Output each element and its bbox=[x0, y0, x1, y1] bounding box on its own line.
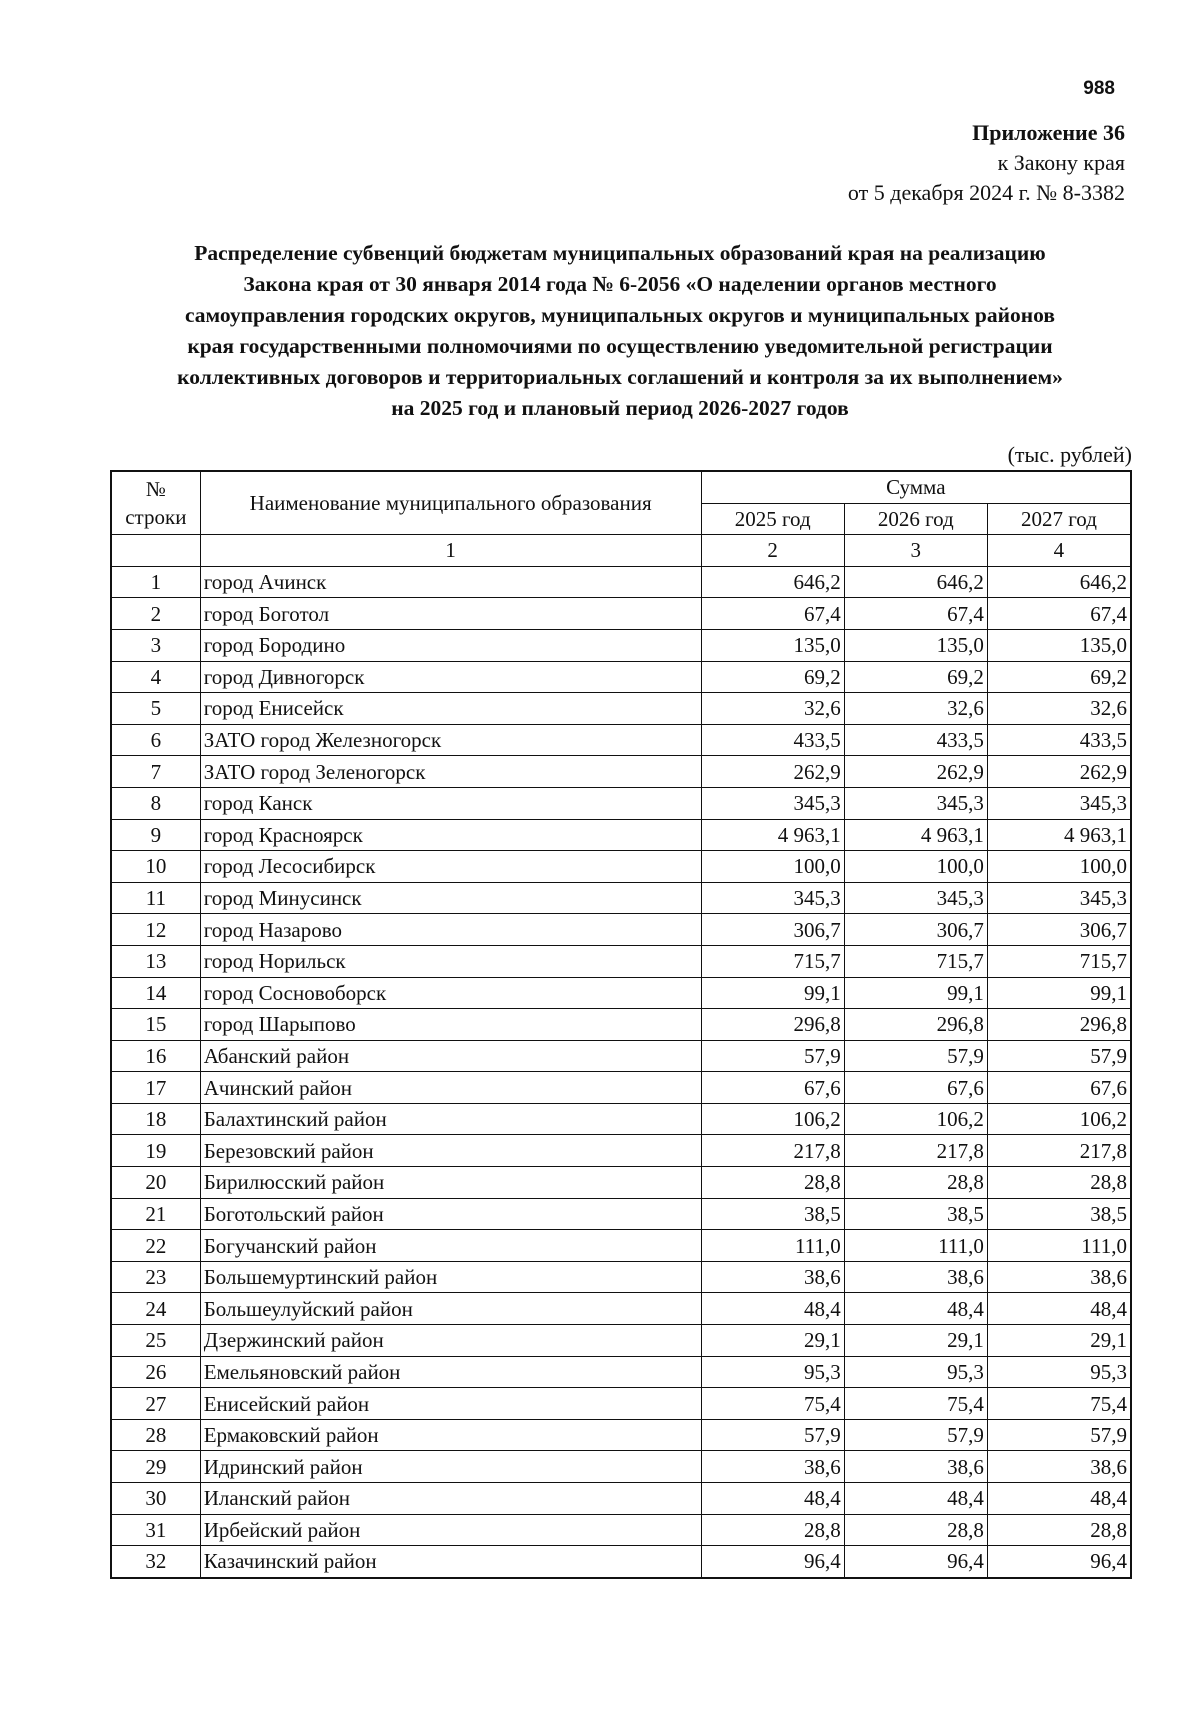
value-2026: 48,4 bbox=[844, 1293, 987, 1325]
row-number: 6 bbox=[111, 724, 200, 756]
table-row bbox=[111, 1230, 1131, 1262]
value-2025: 38,6 bbox=[701, 1451, 844, 1483]
table-row bbox=[111, 566, 1131, 598]
value-2027: 29,1 bbox=[987, 1325, 1131, 1357]
value-2027: 106,2 bbox=[987, 1103, 1131, 1135]
value-2027: 38,6 bbox=[987, 1261, 1131, 1293]
row-number: 31 bbox=[111, 1514, 200, 1546]
appendix-date: от 5 декабря 2024 г. № 8-3382 bbox=[847, 180, 1125, 205]
table-row bbox=[111, 1451, 1131, 1483]
table-row bbox=[111, 1103, 1131, 1135]
value-2025: 96,4 bbox=[701, 1546, 844, 1578]
table-row bbox=[111, 661, 1131, 693]
value-2025: 715,7 bbox=[701, 945, 844, 977]
value-2026: 38,6 bbox=[844, 1261, 987, 1293]
value-2026: 69,2 bbox=[844, 661, 987, 693]
table-row bbox=[111, 1546, 1131, 1578]
table-row bbox=[111, 1261, 1131, 1293]
title-line: самоуправления городских округов, муниципальных округов и муниципальных районов bbox=[185, 303, 1055, 327]
value-2027: 296,8 bbox=[987, 1009, 1131, 1041]
table-row bbox=[111, 819, 1131, 851]
municipality-name: Боготольский район bbox=[200, 1198, 701, 1230]
value-2025: 57,9 bbox=[701, 1040, 844, 1072]
appendix-title: Приложение 36 bbox=[972, 120, 1125, 145]
table-row bbox=[111, 851, 1131, 883]
value-2025: 433,5 bbox=[701, 724, 844, 756]
header-sum: Сумма bbox=[701, 471, 1131, 503]
municipality-name: Большемуртинский район bbox=[200, 1261, 701, 1293]
value-2027: 646,2 bbox=[987, 566, 1131, 598]
table-row bbox=[111, 1325, 1131, 1357]
value-2027: 48,4 bbox=[987, 1293, 1131, 1325]
value-2026: 67,4 bbox=[844, 598, 987, 630]
appendix-block bbox=[848, 118, 1125, 208]
table-body bbox=[111, 566, 1131, 1578]
municipality-name: Березовский район bbox=[200, 1135, 701, 1167]
value-2025: 48,4 bbox=[701, 1483, 844, 1515]
value-2025: 306,7 bbox=[701, 914, 844, 946]
value-2027: 111,0 bbox=[987, 1230, 1131, 1262]
value-2025: 28,8 bbox=[701, 1167, 844, 1199]
value-2026: 95,3 bbox=[844, 1356, 987, 1388]
table-row bbox=[111, 1388, 1131, 1420]
table-row bbox=[111, 1514, 1131, 1546]
row-number: 1 bbox=[111, 566, 200, 598]
value-2027: 96,4 bbox=[987, 1546, 1131, 1578]
value-2026: 29,1 bbox=[844, 1325, 987, 1357]
value-2025: 32,6 bbox=[701, 693, 844, 725]
municipality-name: Енисейский район bbox=[200, 1388, 701, 1420]
municipality-name: город Канск bbox=[200, 787, 701, 819]
value-2026: 32,6 bbox=[844, 693, 987, 725]
value-2026: 100,0 bbox=[844, 851, 987, 883]
table-row bbox=[111, 1483, 1131, 1515]
row-number: 32 bbox=[111, 1546, 200, 1578]
value-2027: 57,9 bbox=[987, 1040, 1131, 1072]
municipality-name: город Дивногорск bbox=[200, 661, 701, 693]
row-number: 22 bbox=[111, 1230, 200, 1262]
value-2027: 48,4 bbox=[987, 1483, 1131, 1515]
value-2025: 262,9 bbox=[701, 756, 844, 788]
value-2025: 296,8 bbox=[701, 1009, 844, 1041]
table-row bbox=[111, 598, 1131, 630]
value-2026: 646,2 bbox=[844, 566, 987, 598]
value-2025: 106,2 bbox=[701, 1103, 844, 1135]
row-number: 9 bbox=[111, 819, 200, 851]
value-2026: 345,3 bbox=[844, 882, 987, 914]
value-2025: 75,4 bbox=[701, 1388, 844, 1420]
municipality-name: город Минусинск bbox=[200, 882, 701, 914]
value-2027: 28,8 bbox=[987, 1514, 1131, 1546]
row-number: 18 bbox=[111, 1103, 200, 1135]
municipality-name: Абанский район bbox=[200, 1040, 701, 1072]
municipality-name: город Норильск bbox=[200, 945, 701, 977]
row-number: 28 bbox=[111, 1419, 200, 1451]
row-number: 15 bbox=[111, 1009, 200, 1041]
municipality-name: город Лесосибирск bbox=[200, 851, 701, 883]
municipality-name: город Енисейск bbox=[200, 693, 701, 725]
value-2025: 69,2 bbox=[701, 661, 844, 693]
value-2026: 262,9 bbox=[844, 756, 987, 788]
value-2026: 217,8 bbox=[844, 1135, 987, 1167]
row-number: 19 bbox=[111, 1135, 200, 1167]
row-number: 25 bbox=[111, 1325, 200, 1357]
row-number: 27 bbox=[111, 1388, 200, 1420]
value-2027: 217,8 bbox=[987, 1135, 1131, 1167]
document-title bbox=[100, 238, 1140, 424]
row-number: 20 bbox=[111, 1167, 200, 1199]
table-row bbox=[111, 1009, 1131, 1041]
value-2026: 106,2 bbox=[844, 1103, 987, 1135]
table-row bbox=[111, 1040, 1131, 1072]
value-2026: 57,9 bbox=[844, 1040, 987, 1072]
municipality-name: город Боготол bbox=[200, 598, 701, 630]
municipality-name: Ачинский район bbox=[200, 1072, 701, 1104]
value-2026: 67,6 bbox=[844, 1072, 987, 1104]
value-2027: 433,5 bbox=[987, 724, 1131, 756]
table-row bbox=[111, 945, 1131, 977]
value-2025: 99,1 bbox=[701, 977, 844, 1009]
municipality-name: ЗАТО город Железногорск bbox=[200, 724, 701, 756]
value-2027: 262,9 bbox=[987, 756, 1131, 788]
value-2025: 57,9 bbox=[701, 1419, 844, 1451]
value-2026: 345,3 bbox=[844, 787, 987, 819]
municipality-name: город Ачинск bbox=[200, 566, 701, 598]
value-2027: 135,0 bbox=[987, 629, 1131, 661]
value-2026: 433,5 bbox=[844, 724, 987, 756]
value-2027: 100,0 bbox=[987, 851, 1131, 883]
value-2025: 111,0 bbox=[701, 1230, 844, 1262]
value-2026: 28,8 bbox=[844, 1167, 987, 1199]
value-2027: 99,1 bbox=[987, 977, 1131, 1009]
table-row bbox=[111, 1419, 1131, 1451]
value-2026: 28,8 bbox=[844, 1514, 987, 1546]
title-line: Распределение субвенций бюджетам муниципальных образований края на реализацию bbox=[194, 241, 1046, 265]
row-number: 30 bbox=[111, 1483, 200, 1515]
value-2027: 69,2 bbox=[987, 661, 1131, 693]
municipality-name: город Назарово bbox=[200, 914, 701, 946]
title-line: коллективных договоров и территориальных соглашений и контроля за их выполнением» bbox=[177, 365, 1063, 389]
value-2025: 38,5 bbox=[701, 1198, 844, 1230]
row-number: 3 bbox=[111, 629, 200, 661]
table-row bbox=[111, 756, 1131, 788]
value-2026: 48,4 bbox=[844, 1483, 987, 1515]
municipality-name: Большеулуйский район bbox=[200, 1293, 701, 1325]
value-2026: 135,0 bbox=[844, 629, 987, 661]
table-row bbox=[111, 882, 1131, 914]
value-2027: 95,3 bbox=[987, 1356, 1131, 1388]
value-2027: 345,3 bbox=[987, 882, 1131, 914]
index-cell: 3 bbox=[844, 535, 987, 567]
row-number: 4 bbox=[111, 661, 200, 693]
value-2026: 715,7 bbox=[844, 945, 987, 977]
row-number: 10 bbox=[111, 851, 200, 883]
index-cell: 1 bbox=[200, 535, 701, 567]
table-row bbox=[111, 1198, 1131, 1230]
row-number: 26 bbox=[111, 1356, 200, 1388]
municipality-name: Ермаковский район bbox=[200, 1419, 701, 1451]
value-2027: 715,7 bbox=[987, 945, 1131, 977]
header-year-2026: 2026 год bbox=[844, 503, 987, 535]
appendix-law-ref: к Закону края bbox=[997, 150, 1125, 175]
value-2027: 67,4 bbox=[987, 598, 1131, 630]
value-2026: 57,9 bbox=[844, 1419, 987, 1451]
row-number: 14 bbox=[111, 977, 200, 1009]
value-2025: 67,6 bbox=[701, 1072, 844, 1104]
index-cell-empty bbox=[111, 535, 200, 567]
value-2027: 345,3 bbox=[987, 787, 1131, 819]
units-label: (тыс. рублей) bbox=[1007, 442, 1132, 467]
value-2026: 99,1 bbox=[844, 977, 987, 1009]
municipality-name: Ирбейский район bbox=[200, 1514, 701, 1546]
value-2025: 48,4 bbox=[701, 1293, 844, 1325]
value-2027: 4 963,1 bbox=[987, 819, 1131, 851]
row-number: 7 bbox=[111, 756, 200, 788]
municipality-name: Бирилюсский район bbox=[200, 1167, 701, 1199]
value-2026: 75,4 bbox=[844, 1388, 987, 1420]
value-2025: 4 963,1 bbox=[701, 819, 844, 851]
value-2025: 345,3 bbox=[701, 882, 844, 914]
table-row bbox=[111, 977, 1131, 1009]
table-row bbox=[111, 914, 1131, 946]
municipality-name: Иланский район bbox=[200, 1483, 701, 1515]
row-number: 17 bbox=[111, 1072, 200, 1104]
row-number: 29 bbox=[111, 1451, 200, 1483]
table-row bbox=[111, 1293, 1131, 1325]
subventions-table bbox=[110, 470, 1132, 1579]
row-number: 8 bbox=[111, 787, 200, 819]
row-number: 2 bbox=[111, 598, 200, 630]
page-number: 988 bbox=[1083, 78, 1115, 99]
value-2026: 111,0 bbox=[844, 1230, 987, 1262]
municipality-name: Дзержинский район bbox=[200, 1325, 701, 1357]
table-row bbox=[111, 724, 1131, 756]
value-2025: 38,6 bbox=[701, 1261, 844, 1293]
value-2026: 38,5 bbox=[844, 1198, 987, 1230]
municipality-name: Балахтинский район bbox=[200, 1103, 701, 1135]
value-2025: 217,8 bbox=[701, 1135, 844, 1167]
table-row bbox=[111, 629, 1131, 661]
table-row bbox=[111, 1356, 1131, 1388]
value-2027: 306,7 bbox=[987, 914, 1131, 946]
value-2026: 38,6 bbox=[844, 1451, 987, 1483]
table-row bbox=[111, 1072, 1131, 1104]
row-number: 13 bbox=[111, 945, 200, 977]
municipality-name: город Шарыпово bbox=[200, 1009, 701, 1041]
value-2027: 38,6 bbox=[987, 1451, 1131, 1483]
title-line: на 2025 год и плановый период 2026-2027 годов bbox=[391, 396, 849, 420]
header-municipality-name: Наименование муниципального образования bbox=[200, 471, 701, 535]
value-2026: 306,7 bbox=[844, 914, 987, 946]
value-2025: 135,0 bbox=[701, 629, 844, 661]
row-number: 24 bbox=[111, 1293, 200, 1325]
municipality-name: город Красноярск bbox=[200, 819, 701, 851]
value-2026: 296,8 bbox=[844, 1009, 987, 1041]
row-number: 21 bbox=[111, 1198, 200, 1230]
title-line: Закона края от 30 января 2014 года № 6-2056 «О наделении органов местного bbox=[243, 272, 997, 296]
header-row-number: № строки bbox=[111, 471, 200, 535]
value-2027: 32,6 bbox=[987, 693, 1131, 725]
value-2025: 345,3 bbox=[701, 787, 844, 819]
header-year-2027: 2027 год bbox=[987, 503, 1131, 535]
municipality-name: Идринский район bbox=[200, 1451, 701, 1483]
value-2025: 95,3 bbox=[701, 1356, 844, 1388]
value-2025: 100,0 bbox=[701, 851, 844, 883]
municipality-name: ЗАТО город Зеленогорск bbox=[200, 756, 701, 788]
row-number: 12 bbox=[111, 914, 200, 946]
municipality-name: город Сосновоборск bbox=[200, 977, 701, 1009]
municipality-name: Богучанский район bbox=[200, 1230, 701, 1262]
index-cell: 2 bbox=[701, 535, 844, 567]
table-row bbox=[111, 1135, 1131, 1167]
index-cell: 4 bbox=[987, 535, 1131, 567]
value-2025: 67,4 bbox=[701, 598, 844, 630]
row-number: 16 bbox=[111, 1040, 200, 1072]
value-2027: 75,4 bbox=[987, 1388, 1131, 1420]
value-2025: 646,2 bbox=[701, 566, 844, 598]
table-row bbox=[111, 787, 1131, 819]
value-2027: 57,9 bbox=[987, 1419, 1131, 1451]
header-year-2025: 2025 год bbox=[701, 503, 844, 535]
value-2025: 28,8 bbox=[701, 1514, 844, 1546]
row-number: 11 bbox=[111, 882, 200, 914]
municipality-name: Емельяновский район bbox=[200, 1356, 701, 1388]
table-row bbox=[111, 693, 1131, 725]
title-line: края государственными полномочиями по осуществлению уведомительной регистрации bbox=[187, 334, 1053, 358]
row-number: 5 bbox=[111, 693, 200, 725]
municipality-name: Казачинский район bbox=[200, 1546, 701, 1578]
table-row bbox=[111, 1167, 1131, 1199]
value-2026: 4 963,1 bbox=[844, 819, 987, 851]
value-2027: 67,6 bbox=[987, 1072, 1131, 1104]
value-2027: 28,8 bbox=[987, 1167, 1131, 1199]
value-2026: 96,4 bbox=[844, 1546, 987, 1578]
value-2027: 38,5 bbox=[987, 1198, 1131, 1230]
municipality-name: город Бородино bbox=[200, 629, 701, 661]
value-2025: 29,1 bbox=[701, 1325, 844, 1357]
row-number: 23 bbox=[111, 1261, 200, 1293]
